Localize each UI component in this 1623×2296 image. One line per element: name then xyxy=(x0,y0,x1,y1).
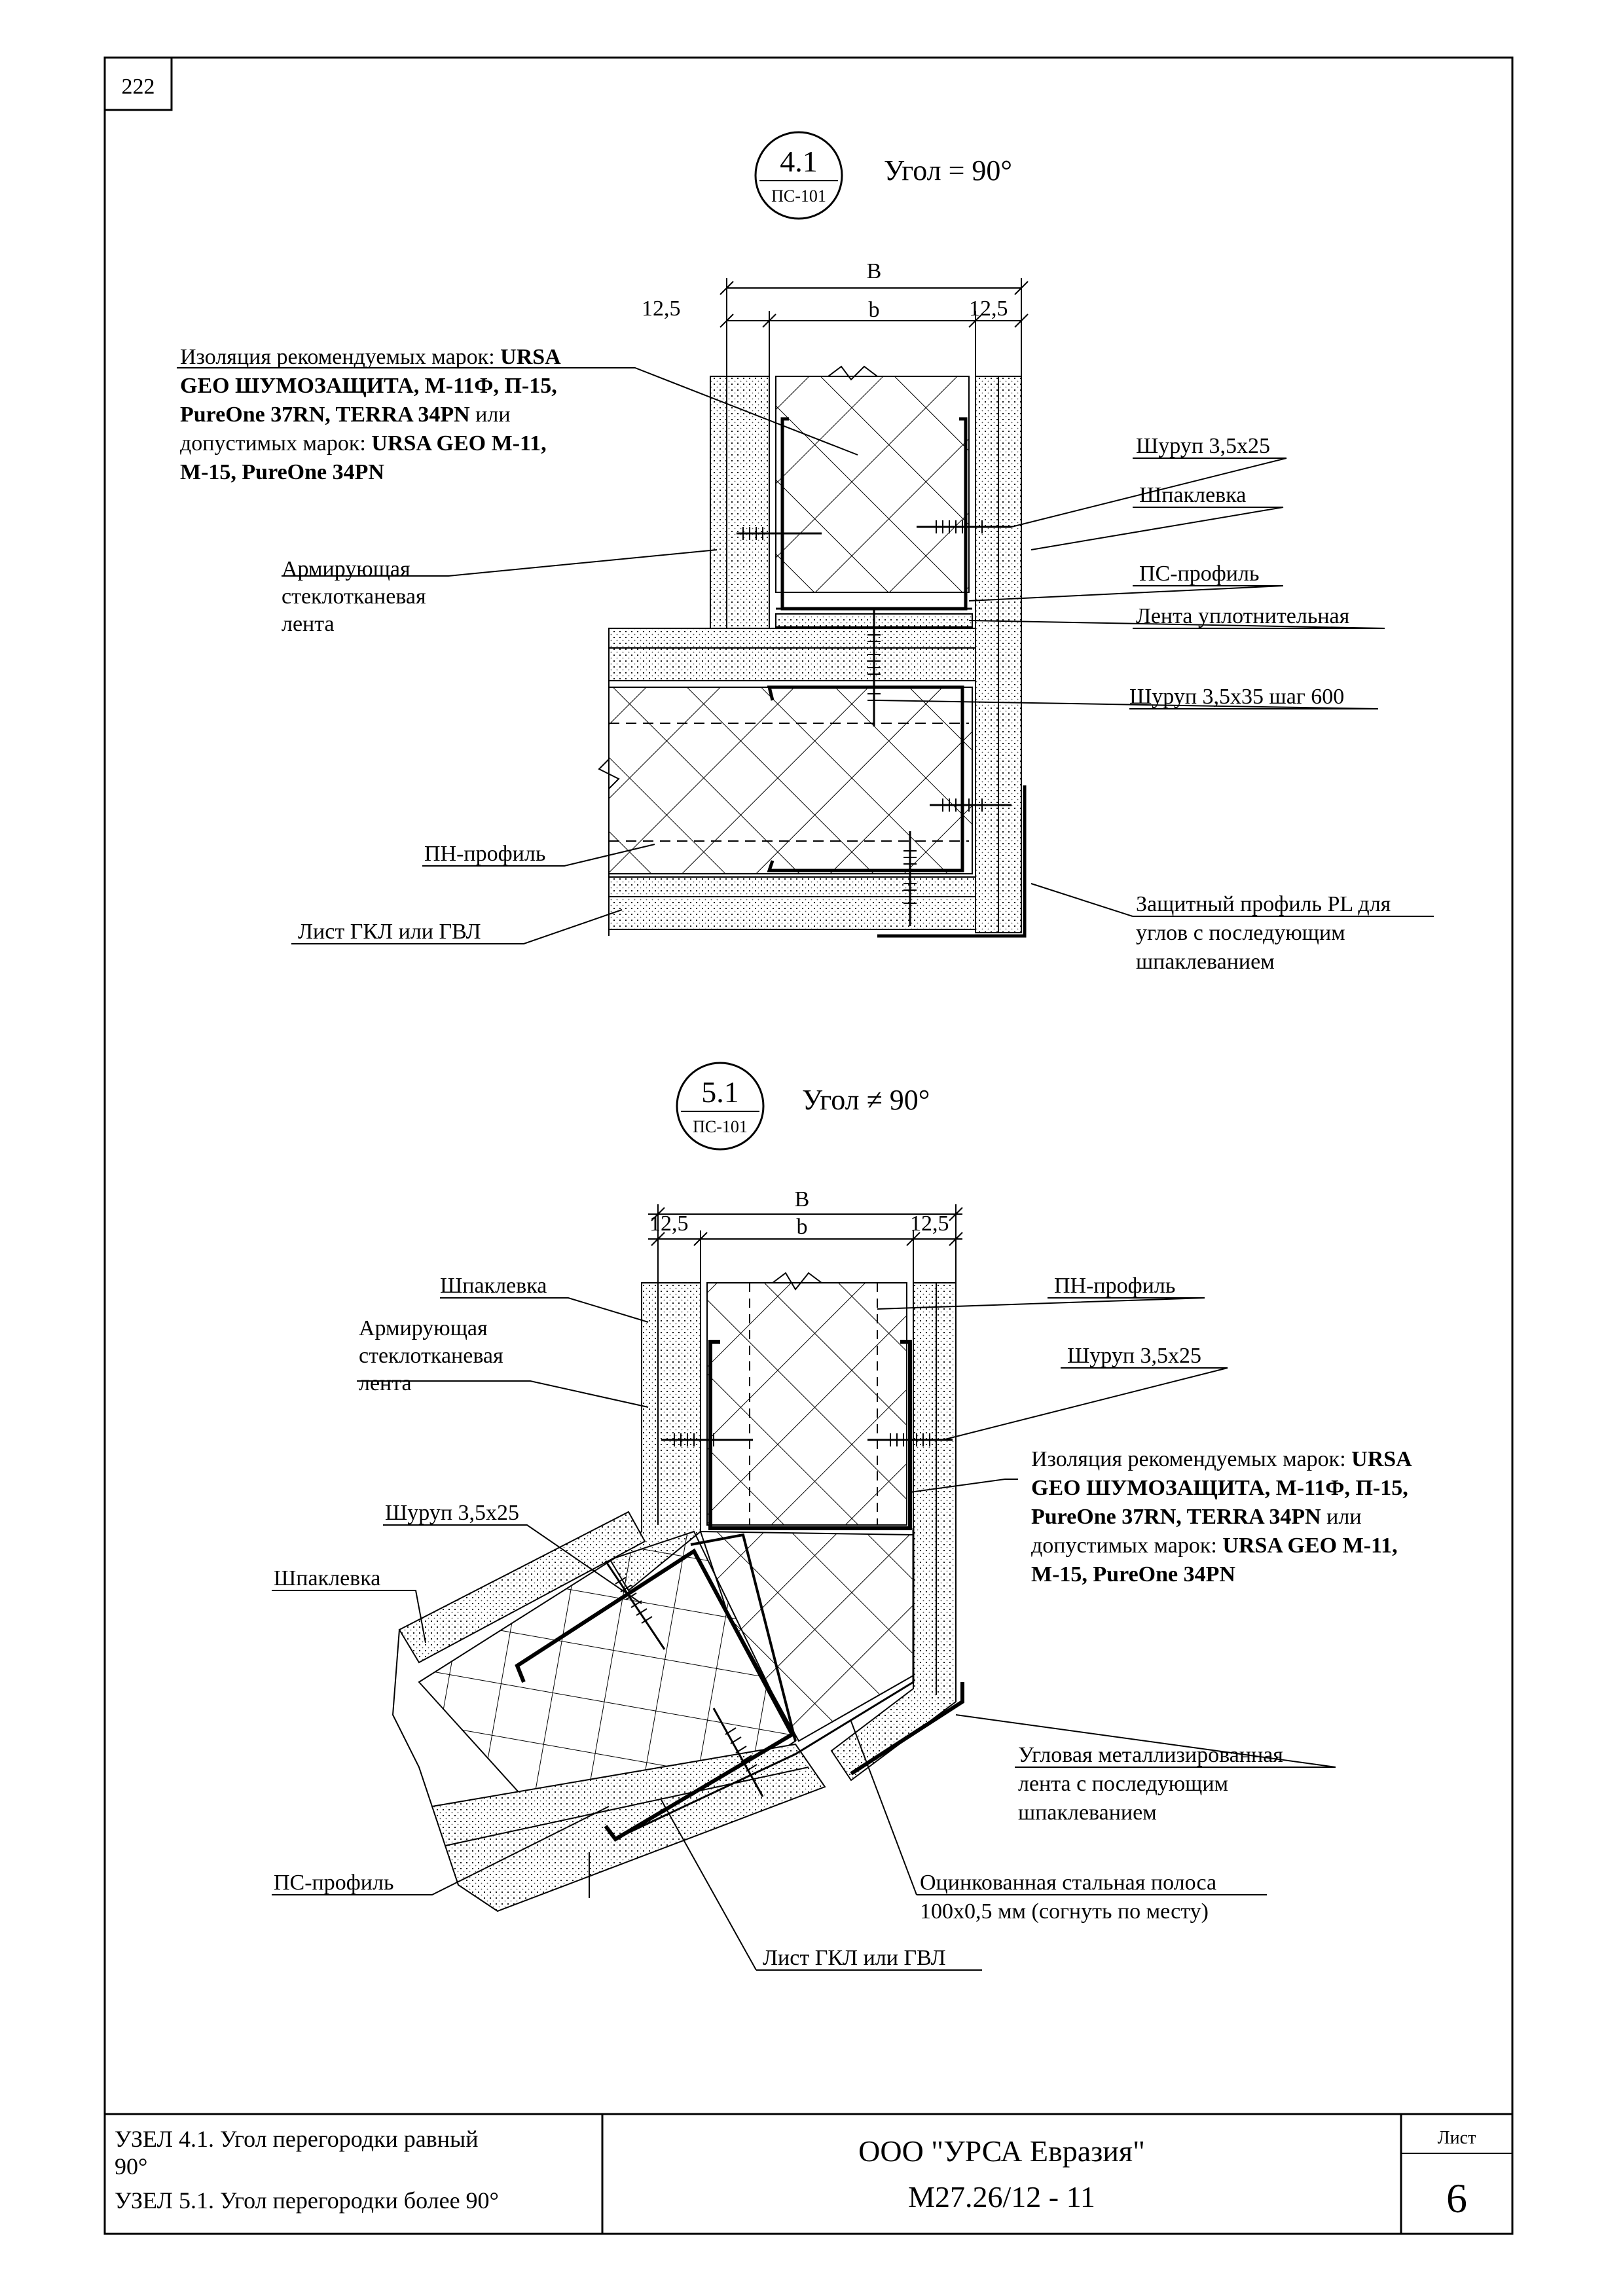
sheet-label: Лист xyxy=(1437,2128,1476,2148)
sheet-number: 6 xyxy=(1446,2175,1467,2221)
node-4-1-title: Угол = 90° xyxy=(884,154,1013,187)
node-5-1-putty-top-label: Шпаклевка xyxy=(440,1274,547,1298)
node-4-1-ref: ПС-101 xyxy=(771,187,826,206)
node-5-1-dim-b: b xyxy=(796,1215,808,1239)
document-code: М27.26/12 - 11 xyxy=(908,2180,1095,2214)
node-5-1-sheet-label: Лист ГКЛ или ГВЛ xyxy=(763,1946,946,1970)
node-5-1-screw-right-label: Шуруп 3,5х25 xyxy=(1067,1344,1202,1368)
node-5-1-title: Угол ≠ 90° xyxy=(802,1084,930,1116)
node-5-1-id: 5.1 xyxy=(701,1075,739,1109)
node-5-1-insulation-label: Изоляция рекомендуемых марок: URSA GEO ШУМОЗАЩИТА, М-11Ф, П-15, PureOne 37RN, TERRA 34PN или допустимых марок: URSA GEO М-11, М-15, PureOne 34PN xyxy=(1031,1447,1412,1587)
node-4-1-screw2-label: Шуруп 3,5х35 шаг 600 xyxy=(1129,685,1345,709)
node-4-1-dim-B: В xyxy=(866,259,882,283)
node-4-1-insulation-label: Изоляция рекомендуемых марок: URSA GEO ШУМОЗАЩИТА, М-11Ф, П-15, PureOne 37RN, TERRA 34PN или допустимых марок: URSA GEO М-11, М-15, PureOne 34PN xyxy=(180,345,561,484)
node-description-line1: УЗЕЛ 4.1. Угол перегородки равный xyxy=(115,2126,479,2152)
node-5-1-dim-left: 12,5 xyxy=(649,1211,689,1236)
node-4-1-pn-profile-label: ПН-профиль xyxy=(424,842,546,866)
node-4-1-screw-label: Шуруп 3,5х25 xyxy=(1136,434,1271,458)
node-4-1-marker xyxy=(756,132,842,219)
node-4-1-tape-label: Армирующая стеклотканевая лента xyxy=(282,557,426,636)
node-4-1-sheet-label: Лист ГКЛ или ГВЛ xyxy=(298,920,481,944)
node-4-1-seal-tape-label: Лента уплотнительная xyxy=(1136,604,1350,628)
node-5-1-dim-right: 12,5 xyxy=(910,1211,949,1236)
node-5-1-strip-label: Оцинкованная стальная полоса 100х0,5 мм (согнуть по месту) xyxy=(920,1871,1217,1924)
node-5-1-marker xyxy=(677,1063,763,1149)
node-description-line3: УЗЕЛ 5.1. Угол перегородки более 90° xyxy=(115,2187,499,2214)
node-5-1-putty-left-label: Шпаклевка xyxy=(274,1566,381,1590)
node-description-line2: 90° xyxy=(115,2153,148,2179)
company-name: ООО "УРСА Евразия" xyxy=(858,2134,1145,2168)
node-5-1-section xyxy=(393,1273,962,1911)
node-5-1-pn-profile-label: ПН-профиль xyxy=(1054,1274,1176,1298)
node-4-1-section xyxy=(599,367,1025,936)
node-4-1-dim-b: b xyxy=(868,298,880,322)
node-4-1-putty-label: Шпаклевка xyxy=(1139,483,1247,507)
node-4-1-dimensions xyxy=(720,278,1028,376)
node-4-1-dim-left: 12,5 xyxy=(642,296,681,321)
node-4-1-protect-label: Защитный профиль PL для углов с последующим шпаклеванием xyxy=(1136,892,1391,974)
node-5-1-corner-tape-label: Угловая металлизированная лента с последующим шпаклеванием xyxy=(1018,1743,1283,1825)
node-5-1-dim-B: В xyxy=(794,1187,810,1211)
node-4-1-ps-profile-label: ПС-профиль xyxy=(1139,562,1260,586)
node-5-1-ref: ПС-101 xyxy=(693,1117,748,1136)
node-5-1-tape-label: Армирующая стеклотканевая лента xyxy=(359,1316,503,1395)
node-5-1-screw-left-label: Шуруп 3,5х25 xyxy=(385,1501,520,1525)
node-5-1-ps-profile-label: ПС-профиль xyxy=(274,1871,394,1895)
node-4-1-id: 4.1 xyxy=(780,145,818,178)
node-4-1-dim-right: 12,5 xyxy=(969,296,1008,321)
page-number: 222 xyxy=(121,75,155,99)
